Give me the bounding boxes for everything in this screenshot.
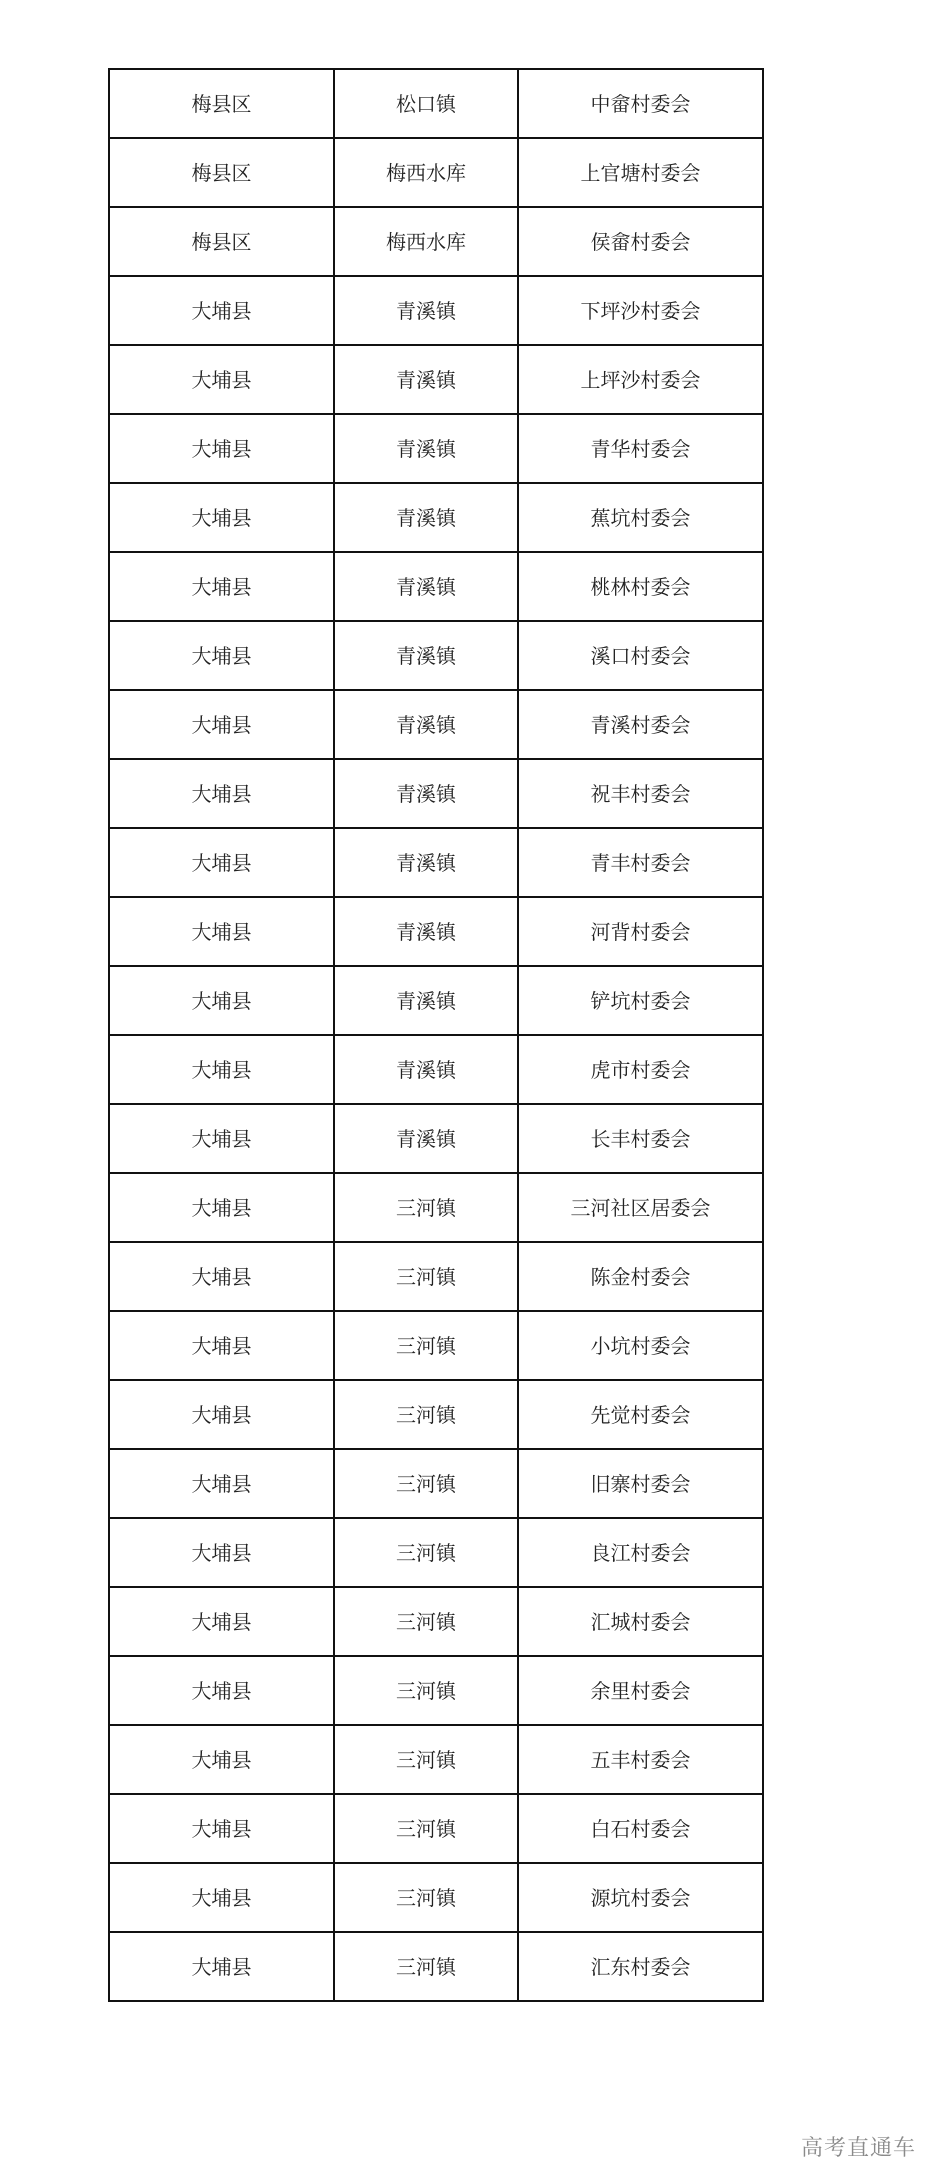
village-committee-cell: 陈金村委会 [518,1242,763,1311]
village-committee-cell: 长丰村委会 [518,1104,763,1173]
table-row [109,138,763,207]
county-cell: 大埔县 [109,345,334,414]
town-cell: 三河镇 [334,1932,518,2001]
table-row [109,828,763,897]
county-cell: 大埔县 [109,897,334,966]
town-cell: 梅西水库 [334,207,518,276]
village-committee-cell: 青丰村委会 [518,828,763,897]
village-committee-cell: 铲坑村委会 [518,966,763,1035]
county-cell: 大埔县 [109,1863,334,1932]
county-cell: 大埔县 [109,276,334,345]
county-cell: 大埔县 [109,621,334,690]
village-committee-cell: 中畲村委会 [518,69,763,138]
village-committee-cell: 源坑村委会 [518,1863,763,1932]
village-committee-cell: 上坪沙村委会 [518,345,763,414]
table-row [109,1104,763,1173]
village-committee-cell: 青溪村委会 [518,690,763,759]
table-row [109,345,763,414]
table-row [109,1587,763,1656]
town-cell: 青溪镇 [334,1035,518,1104]
town-cell: 三河镇 [334,1242,518,1311]
table-row [109,1449,763,1518]
village-committee-cell: 旧寨村委会 [518,1449,763,1518]
village-committee-cell: 先觉村委会 [518,1380,763,1449]
county-cell: 大埔县 [109,966,334,1035]
table-row [109,1794,763,1863]
table-row [109,1242,763,1311]
county-cell: 大埔县 [109,1656,334,1725]
village-committee-cell: 溪口村委会 [518,621,763,690]
town-cell: 三河镇 [334,1311,518,1380]
county-cell: 大埔县 [109,1242,334,1311]
table-row [109,1932,763,2001]
county-cell: 大埔县 [109,552,334,621]
village-committee-cell: 虎市村委会 [518,1035,763,1104]
document-page [108,68,764,2002]
table-row [109,759,763,828]
county-cell: 大埔县 [109,1587,334,1656]
village-committee-cell: 白石村委会 [518,1794,763,1863]
village-committee-cell: 河背村委会 [518,897,763,966]
table-row [109,1863,763,1932]
county-cell: 大埔县 [109,1932,334,2001]
county-cell: 大埔县 [109,690,334,759]
table-row [109,690,763,759]
town-cell: 青溪镇 [334,966,518,1035]
village-committee-cell: 桃林村委会 [518,552,763,621]
town-cell: 三河镇 [334,1725,518,1794]
town-cell: 三河镇 [334,1794,518,1863]
town-cell: 三河镇 [334,1863,518,1932]
village-committee-cell: 下坪沙村委会 [518,276,763,345]
town-cell: 青溪镇 [334,1104,518,1173]
village-committee-cell: 五丰村委会 [518,1725,763,1794]
town-cell: 青溪镇 [334,345,518,414]
village-committee-cell: 余里村委会 [518,1656,763,1725]
table-row [109,897,763,966]
county-cell: 大埔县 [109,1035,334,1104]
village-committee-cell: 汇城村委会 [518,1587,763,1656]
county-cell: 梅县区 [109,207,334,276]
town-cell: 青溪镇 [334,759,518,828]
table-row [109,207,763,276]
county-cell: 大埔县 [109,759,334,828]
town-cell: 松口镇 [334,69,518,138]
table-row [109,966,763,1035]
village-committee-table [108,68,764,2002]
table-row [109,1656,763,1725]
table-row [109,1173,763,1242]
village-committee-cell: 良江村委会 [518,1518,763,1587]
county-cell: 大埔县 [109,1518,334,1587]
county-cell: 大埔县 [109,1449,334,1518]
county-cell: 大埔县 [109,483,334,552]
table-row [109,1518,763,1587]
county-cell: 大埔县 [109,1104,334,1173]
village-committee-cell: 蕉坑村委会 [518,483,763,552]
county-cell: 大埔县 [109,1311,334,1380]
table-row [109,276,763,345]
village-committee-cell: 上官塘村委会 [518,138,763,207]
county-cell: 大埔县 [109,1173,334,1242]
table-row [109,483,763,552]
table-row [109,1035,763,1104]
town-cell: 青溪镇 [334,483,518,552]
town-cell: 三河镇 [334,1587,518,1656]
table-row [109,1311,763,1380]
town-cell: 三河镇 [334,1380,518,1449]
county-cell: 梅县区 [109,69,334,138]
county-cell: 大埔县 [109,828,334,897]
town-cell: 三河镇 [334,1518,518,1587]
village-committee-cell: 侯畲村委会 [518,207,763,276]
village-committee-cell: 小坑村委会 [518,1311,763,1380]
town-cell: 青溪镇 [334,552,518,621]
town-cell: 青溪镇 [334,690,518,759]
table-row [109,69,763,138]
village-committee-cell: 青华村委会 [518,414,763,483]
table-row [109,1380,763,1449]
county-cell: 大埔县 [109,1380,334,1449]
village-committee-cell: 三河社区居委会 [518,1173,763,1242]
county-cell: 梅县区 [109,138,334,207]
town-cell: 青溪镇 [334,897,518,966]
town-cell: 青溪镇 [334,828,518,897]
town-cell: 梅西水库 [334,138,518,207]
town-cell: 三河镇 [334,1173,518,1242]
town-cell: 青溪镇 [334,276,518,345]
town-cell: 三河镇 [334,1449,518,1518]
table-row [109,621,763,690]
watermark-text: 高考直通车 [800,2136,916,2161]
town-cell: 青溪镇 [334,414,518,483]
table-row [109,552,763,621]
village-committee-cell: 汇东村委会 [518,1932,763,2001]
table-row [109,1725,763,1794]
county-cell: 大埔县 [109,1794,334,1863]
town-cell: 三河镇 [334,1656,518,1725]
village-committee-cell: 祝丰村委会 [518,759,763,828]
table-body [109,69,763,2001]
county-cell: 大埔县 [109,414,334,483]
county-cell: 大埔县 [109,1725,334,1794]
town-cell: 青溪镇 [334,621,518,690]
table-row [109,414,763,483]
